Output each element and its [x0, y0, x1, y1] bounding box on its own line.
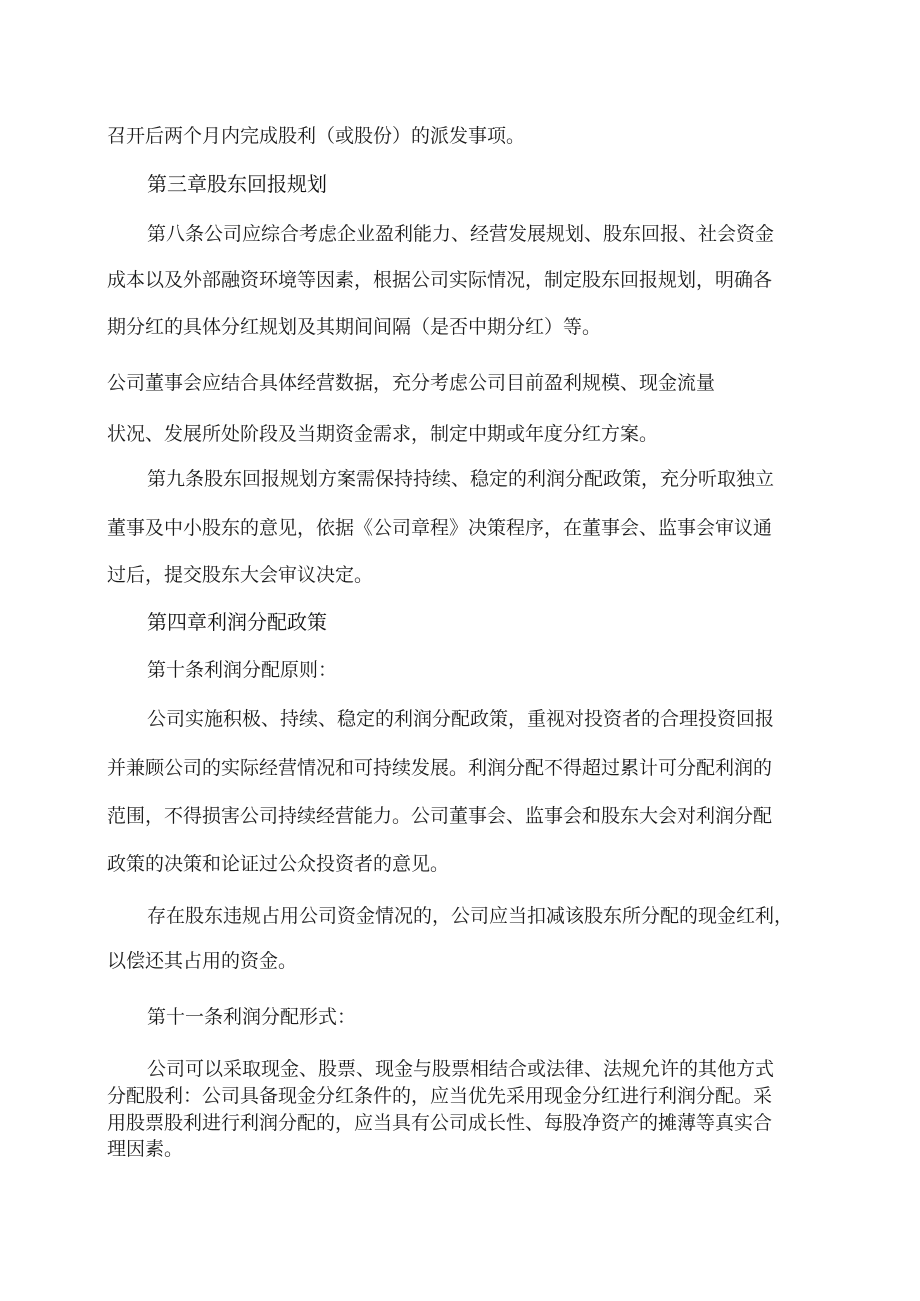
text-line: 理因素。: [107, 1138, 184, 1160]
chapter-heading: 第四章利润分配政策: [147, 610, 327, 634]
text-line: 董事及中小股东的意见，依据《公司章程》决策程序，在董事会、监事会审议通: [107, 517, 773, 539]
text-line: 过后，提交股东大会审议决定。: [107, 564, 374, 586]
text-line: 第八条公司应综合考虑企业盈利能力、经营发展规划、股东回报、社会资金: [147, 223, 775, 245]
text-line: 第九条股东回报规划方案需保持持续、稳定的利润分配政策，充分听取独立: [147, 468, 775, 490]
chapter-heading: 第三章股东回报规划: [147, 172, 327, 196]
text-line: 公司可以采取现金、股票、现金与股票相结合或法律、法规允许的其他方式: [147, 1058, 775, 1080]
text-line: 成本以及外部融资环境等因素，根据公司实际情况，制定股东回报规划，明确各: [107, 269, 773, 291]
text-line: 公司董事会应结合具体经营数据，充分考虑公司目前盈利规模、现金流量: [107, 372, 716, 394]
text-line: 存在股东违规占用公司资金情况的，公司应当扣减该股东所分配的现金红利，: [147, 905, 794, 927]
text-line: 范围，不得损害公司持续经营能力。公司董事会、监事会和股东大会对利润分配: [107, 805, 773, 827]
text-line: 公司实施积极、持续、稳定的利润分配政策，重视对投资者的合理投资回报: [147, 708, 775, 730]
text-line: 分配股利：公司具备现金分红条件的，应当优先采用现金分红进行利润分配。采: [107, 1085, 773, 1107]
text-line: 状况、发展所处阶段及当期资金需求，制定中期或年度分红方案。: [107, 423, 659, 445]
text-line: 用股票股利进行利润分配的，应当具有公司成长性、每股净资产的摊薄等真实合: [107, 1112, 773, 1134]
text-line: 期分红的具体分红规划及其期间间隔（是否中期分红）等。: [107, 316, 602, 338]
text-line: 以偿还其占用的资金。: [107, 950, 298, 972]
text-line: 政策的决策和论证过公众投资者的意见。: [107, 853, 450, 875]
text-line: 并兼顾公司的实际经营情况和可持续发展。利润分配不得超过累计可分配利润的: [107, 757, 773, 779]
text-line: 第十条利润分配原则：: [147, 659, 338, 681]
text-line: 第十一条利润分配形式：: [147, 1006, 357, 1028]
text-line: 召开后两个月内完成股利（或股份）的派发事项。: [107, 125, 526, 147]
